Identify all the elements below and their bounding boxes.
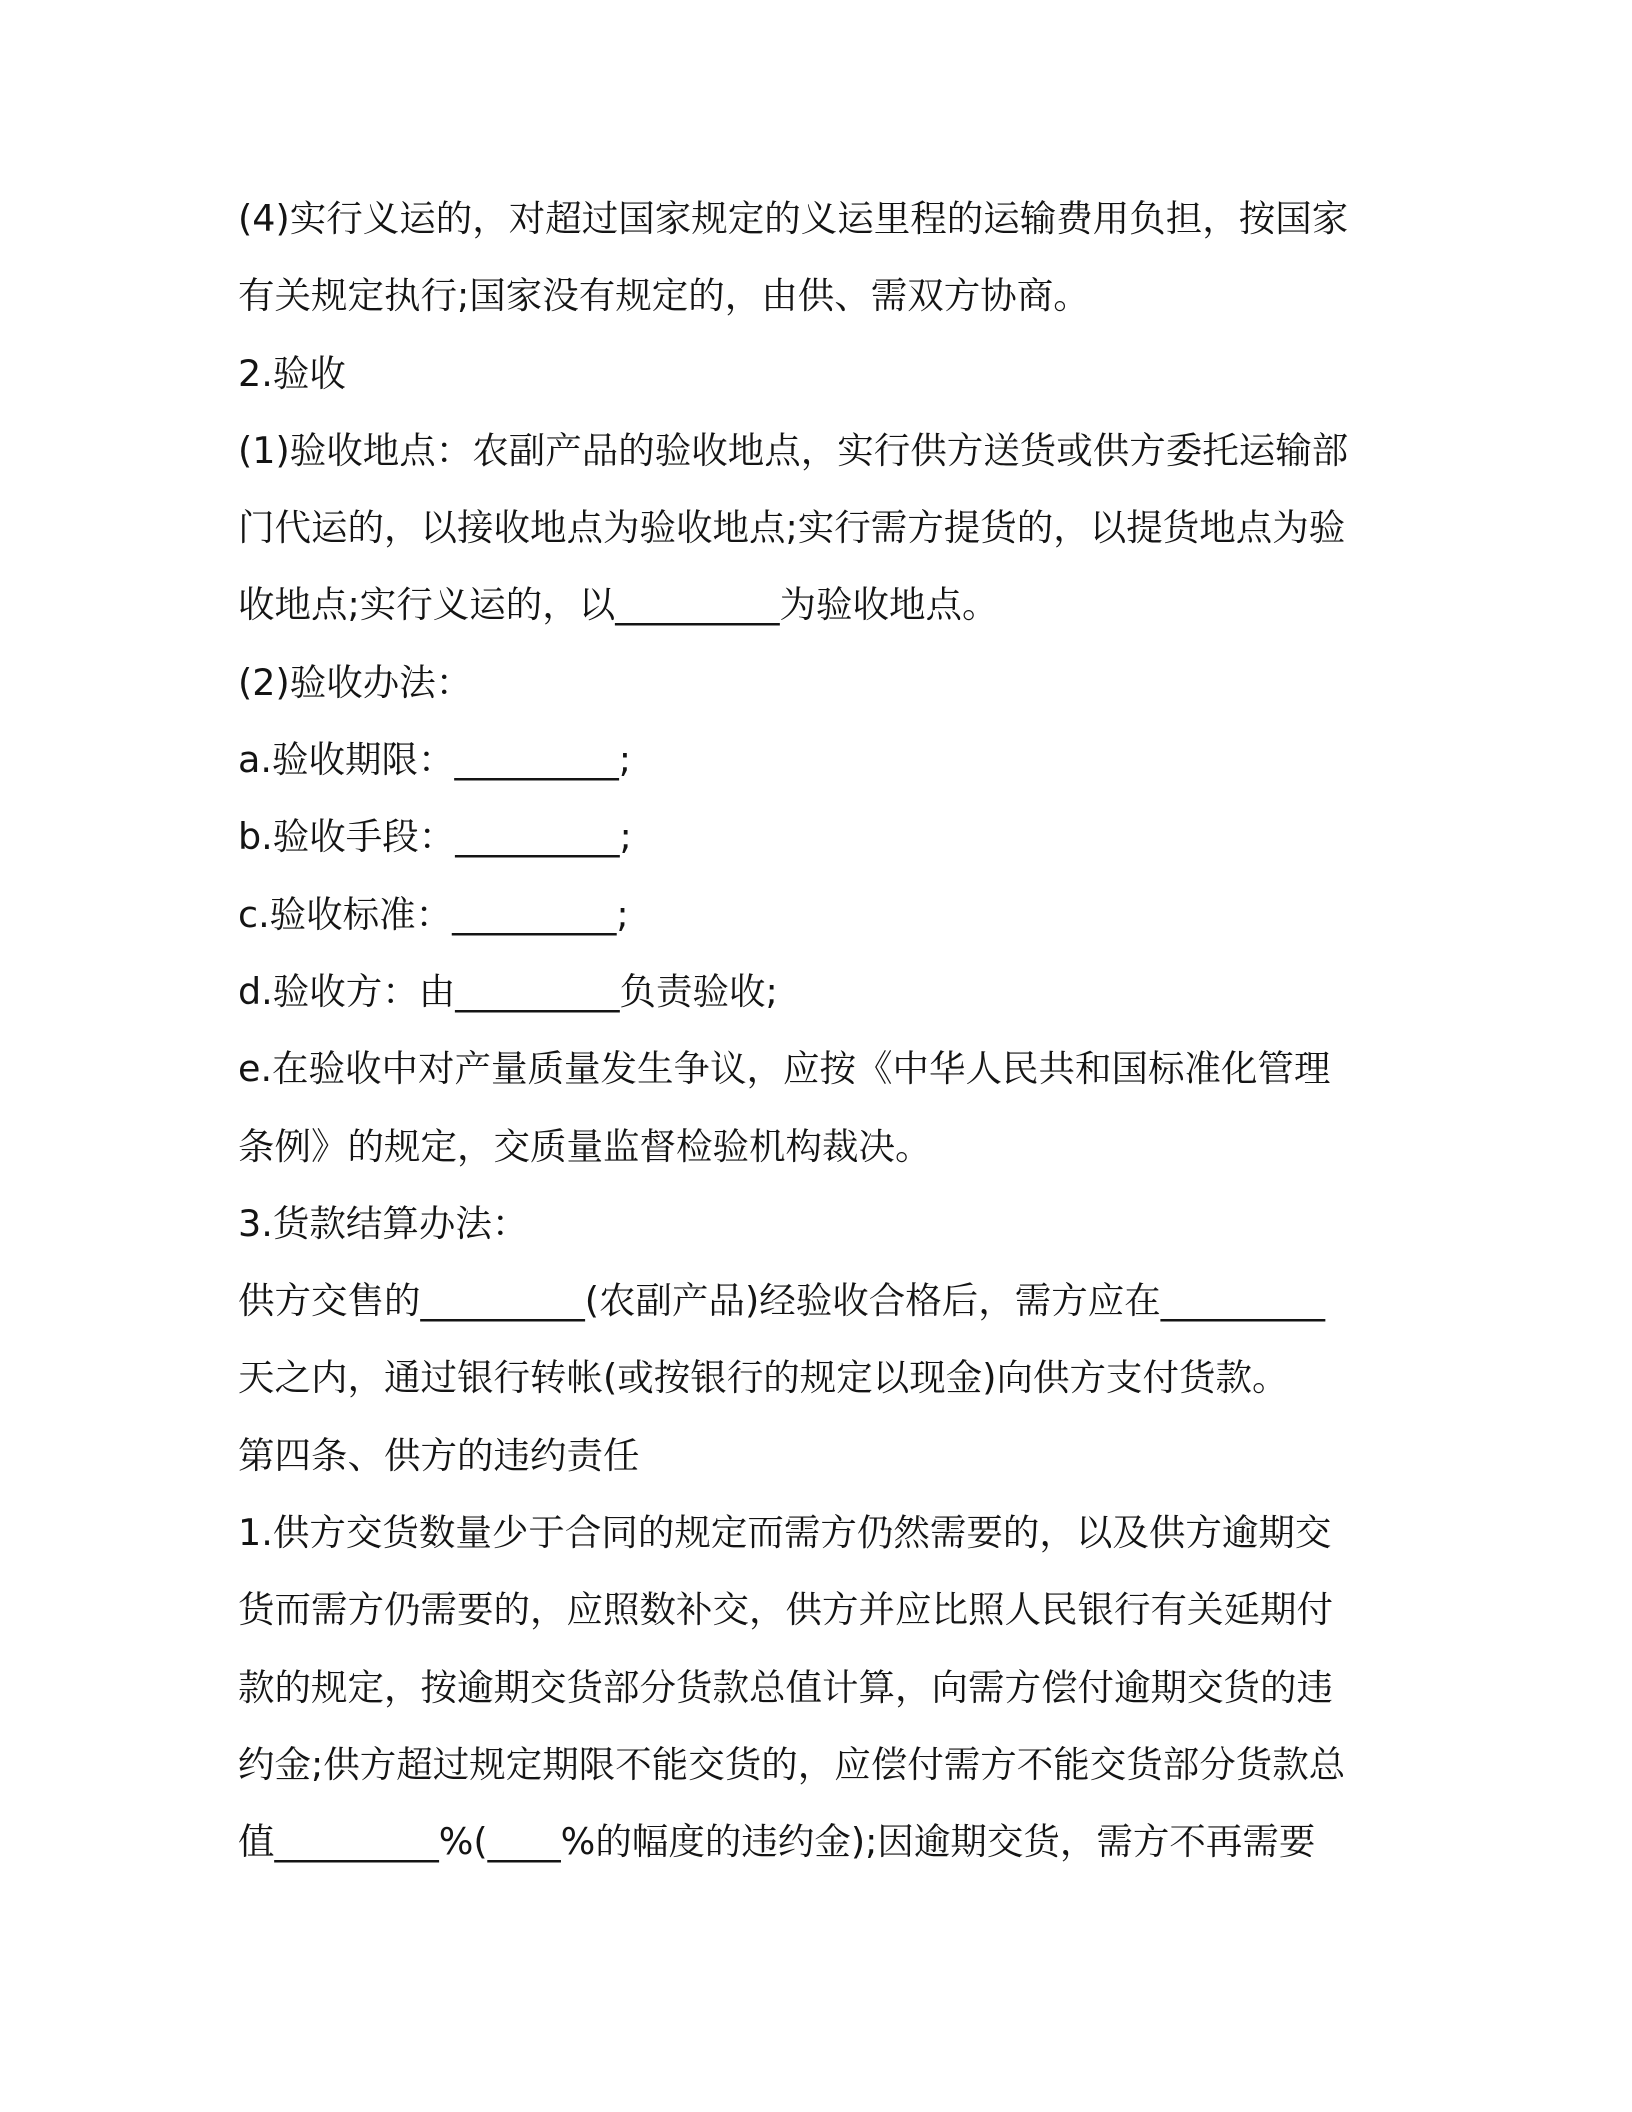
paragraph-line: 天之内，通过银行转帐(或按银行的规定以现金)向供方支付货款。	[238, 1356, 1289, 1400]
article-heading: 第四条、供方的违约责任	[238, 1433, 640, 1477]
list-item: a.验收期限：_________;	[238, 738, 632, 782]
document-body	[238, 190, 1408, 1891]
paragraph-line: 1.供方交货数量少于合同的规定而需方仍然需要的，以及供方逾期交	[238, 1511, 1332, 1555]
section-heading: 3.货款结算办法：	[238, 1201, 529, 1245]
paragraph-line: 供方交售的_________(农副产品)经验收合格后，需方应在_________	[238, 1279, 1325, 1323]
paragraph-line: 条例》的规定，交质量监督检验机构裁决。	[238, 1124, 932, 1168]
paragraph-line: (4)实行义运的，对超过国家规定的义运里程的运输费用负担，按国家	[238, 197, 1349, 240]
paragraph-line: 有关规定执行;国家没有规定的，由供、需双方协商。	[238, 274, 1090, 318]
paragraph-line: 货而需方仍需要的，应照数补交，供方并应比照人民银行有关延期付	[238, 1588, 1333, 1632]
list-item: e.在验收中对产量质量发生争议，应按《中华人民共和国标准化管理	[238, 1047, 1331, 1091]
paragraph-line: 款的规定，按逾期交货部分货款总值计算，向需方偿付逾期交货的违	[238, 1665, 1333, 1709]
list-item: c.验收标准：_________;	[238, 892, 629, 936]
section-heading: 2.验收	[238, 351, 346, 395]
paragraph-line: 值_________%(____%的幅度的违约金);因逾期交货，需方不再需要	[238, 1820, 1316, 1864]
paragraph-line: (1)验收地点：农副产品的验收地点，实行供方送货或供方委托运输部	[238, 428, 1349, 472]
list-item: b.验收手段：_________;	[238, 815, 632, 859]
list-item: d.验收方：由_________负责验收;	[238, 969, 778, 1013]
paragraph-line: 门代运的，以接收地点为验收地点;实行需方提货的，以提货地点为验	[238, 506, 1346, 550]
paragraph-line: (2)验收办法：	[238, 660, 473, 704]
paragraph-line: 收地点;实行义运的，以_________为验收地点。	[238, 583, 999, 627]
paragraph-line: 约金;供方超过规定期限不能交货的，应偿付需方不能交货部分货款总	[238, 1742, 1346, 1786]
